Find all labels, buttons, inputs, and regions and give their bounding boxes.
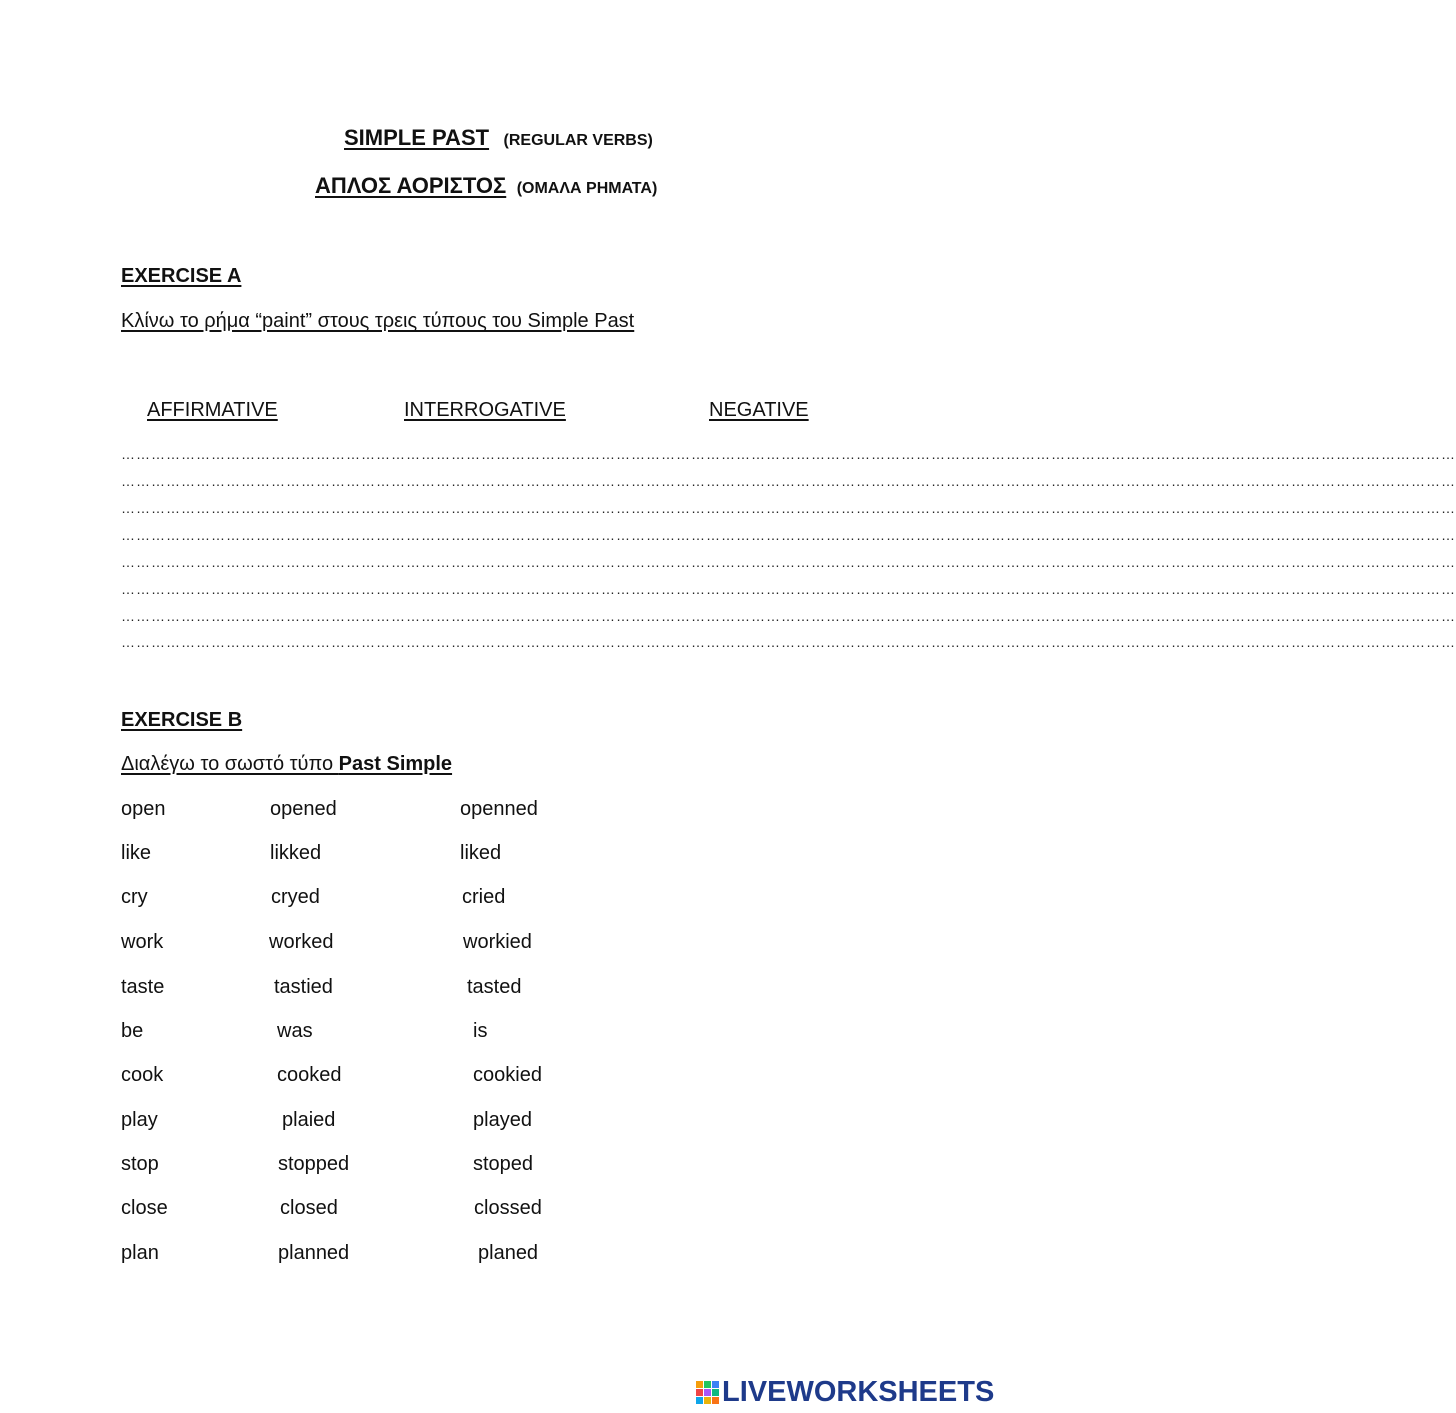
title-en-main: SIMPLE PAST (344, 125, 490, 150)
base-verb: play (121, 1109, 158, 1131)
option-b[interactable]: liked (460, 842, 502, 864)
exercise-a-instruction: Κλίνω το ρήμα “paint” στους τρεις τύπους του Simple Past (121, 310, 635, 332)
exercise-b-heading: EXERCISE B (121, 709, 243, 731)
liveworksheets-logo-icon (696, 1381, 720, 1405)
answer-line-7[interactable]: …………………………………………………………………………………………………………………………………………………………………………………………………………………………………………… (121, 608, 1456, 624)
column-negative: NEGATIVE (709, 399, 809, 421)
option-a[interactable]: cryed (271, 886, 320, 908)
verb-row-cook (0, 1064, 1000, 1094)
option-b[interactable]: stoped (473, 1153, 534, 1175)
verb-row-be (0, 1020, 1000, 1050)
option-a[interactable]: opened (270, 798, 337, 820)
option-a[interactable]: cooked (277, 1064, 342, 1086)
option-b[interactable]: tasted (467, 976, 522, 998)
option-a[interactable]: was (277, 1020, 313, 1042)
exercise-b-instruction-bold: Past Simple (338, 753, 453, 775)
answer-line-4[interactable]: …………………………………………………………………………………………………………………………………………………………………………………………………………………………………………… (121, 527, 1456, 543)
title-en-sub: (REGULAR VERBS) (503, 132, 653, 149)
base-verb: cry (121, 886, 148, 908)
base-verb: cook (121, 1064, 164, 1086)
verb-row-open (0, 798, 1000, 828)
column-affirmative: AFFIRMATIVE (147, 399, 278, 421)
option-b[interactable]: played (473, 1109, 532, 1131)
base-verb: open (121, 798, 166, 820)
answer-line-6[interactable]: …………………………………………………………………………………………………………………………………………………………………………………………………………………………………………… (121, 581, 1456, 597)
verb-row-plan (0, 1242, 1000, 1272)
option-b[interactable]: openned (460, 798, 538, 820)
exercise-b-instruction (121, 753, 452, 776)
verb-row-cry (0, 886, 1000, 916)
verb-row-stop (0, 1153, 1000, 1183)
answer-line-2[interactable]: …………………………………………………………………………………………………………………………………………………………………………………………………………………………………………… (121, 473, 1456, 489)
verb-row-play (0, 1109, 1000, 1139)
title-en (344, 125, 653, 151)
base-verb: plan (121, 1242, 159, 1264)
base-verb: like (121, 842, 152, 864)
option-b[interactable]: is (473, 1020, 488, 1042)
option-b[interactable]: cried (462, 886, 506, 908)
option-b[interactable]: clossed (474, 1197, 542, 1219)
verb-row-like (0, 842, 1000, 872)
option-a[interactable]: plaied (282, 1109, 336, 1131)
option-a[interactable]: worked (269, 931, 334, 953)
option-a[interactable]: closed (280, 1197, 338, 1219)
base-verb: work (121, 931, 164, 953)
column-interrogative: INTERROGATIVE (404, 399, 566, 421)
answer-line-5[interactable]: …………………………………………………………………………………………………………………………………………………………………………………………………………………………………………… (121, 554, 1456, 570)
base-verb: close (121, 1197, 168, 1219)
base-verb: stop (121, 1153, 159, 1175)
base-verb: taste (121, 976, 165, 998)
title-el-sub: (ΟΜΑΛΑ ΡΗΜΑΤΑ) (516, 180, 658, 197)
option-b[interactable]: planed (478, 1242, 539, 1264)
option-b[interactable]: workied (463, 931, 532, 953)
answer-line-3[interactable]: …………………………………………………………………………………………………………………………………………………………………………………………………………………………………………… (121, 500, 1456, 516)
option-b[interactable]: cookied (473, 1064, 542, 1086)
title-el-main: ΑΠΛΟΣ ΑΟΡΙΣΤΟΣ (315, 173, 507, 198)
title-el (315, 173, 657, 199)
option-a[interactable]: planned (278, 1242, 350, 1264)
exercise-a-heading: EXERCISE A (121, 265, 242, 287)
base-verb: be (121, 1020, 144, 1042)
verb-row-taste (0, 976, 1000, 1006)
exercise-b-instruction-text: Διαλέγω το σωστό τύπο (121, 753, 339, 775)
option-a[interactable]: likked (270, 842, 322, 864)
answer-line-8[interactable]: …………………………………………………………………………………………………………………………………………………………………………………………………………………………………………… (121, 634, 1456, 650)
liveworksheets-logo-text: LIVEWORKSHEETS (722, 1376, 995, 1408)
option-a[interactable]: stopped (278, 1153, 350, 1175)
verb-row-close (0, 1197, 1000, 1227)
answer-line-1[interactable]: …………………………………………………………………………………………………………………………………………………………………………………………………………………………………………… (121, 446, 1456, 462)
verb-row-work (0, 931, 1000, 961)
option-a[interactable]: tastied (274, 976, 333, 998)
